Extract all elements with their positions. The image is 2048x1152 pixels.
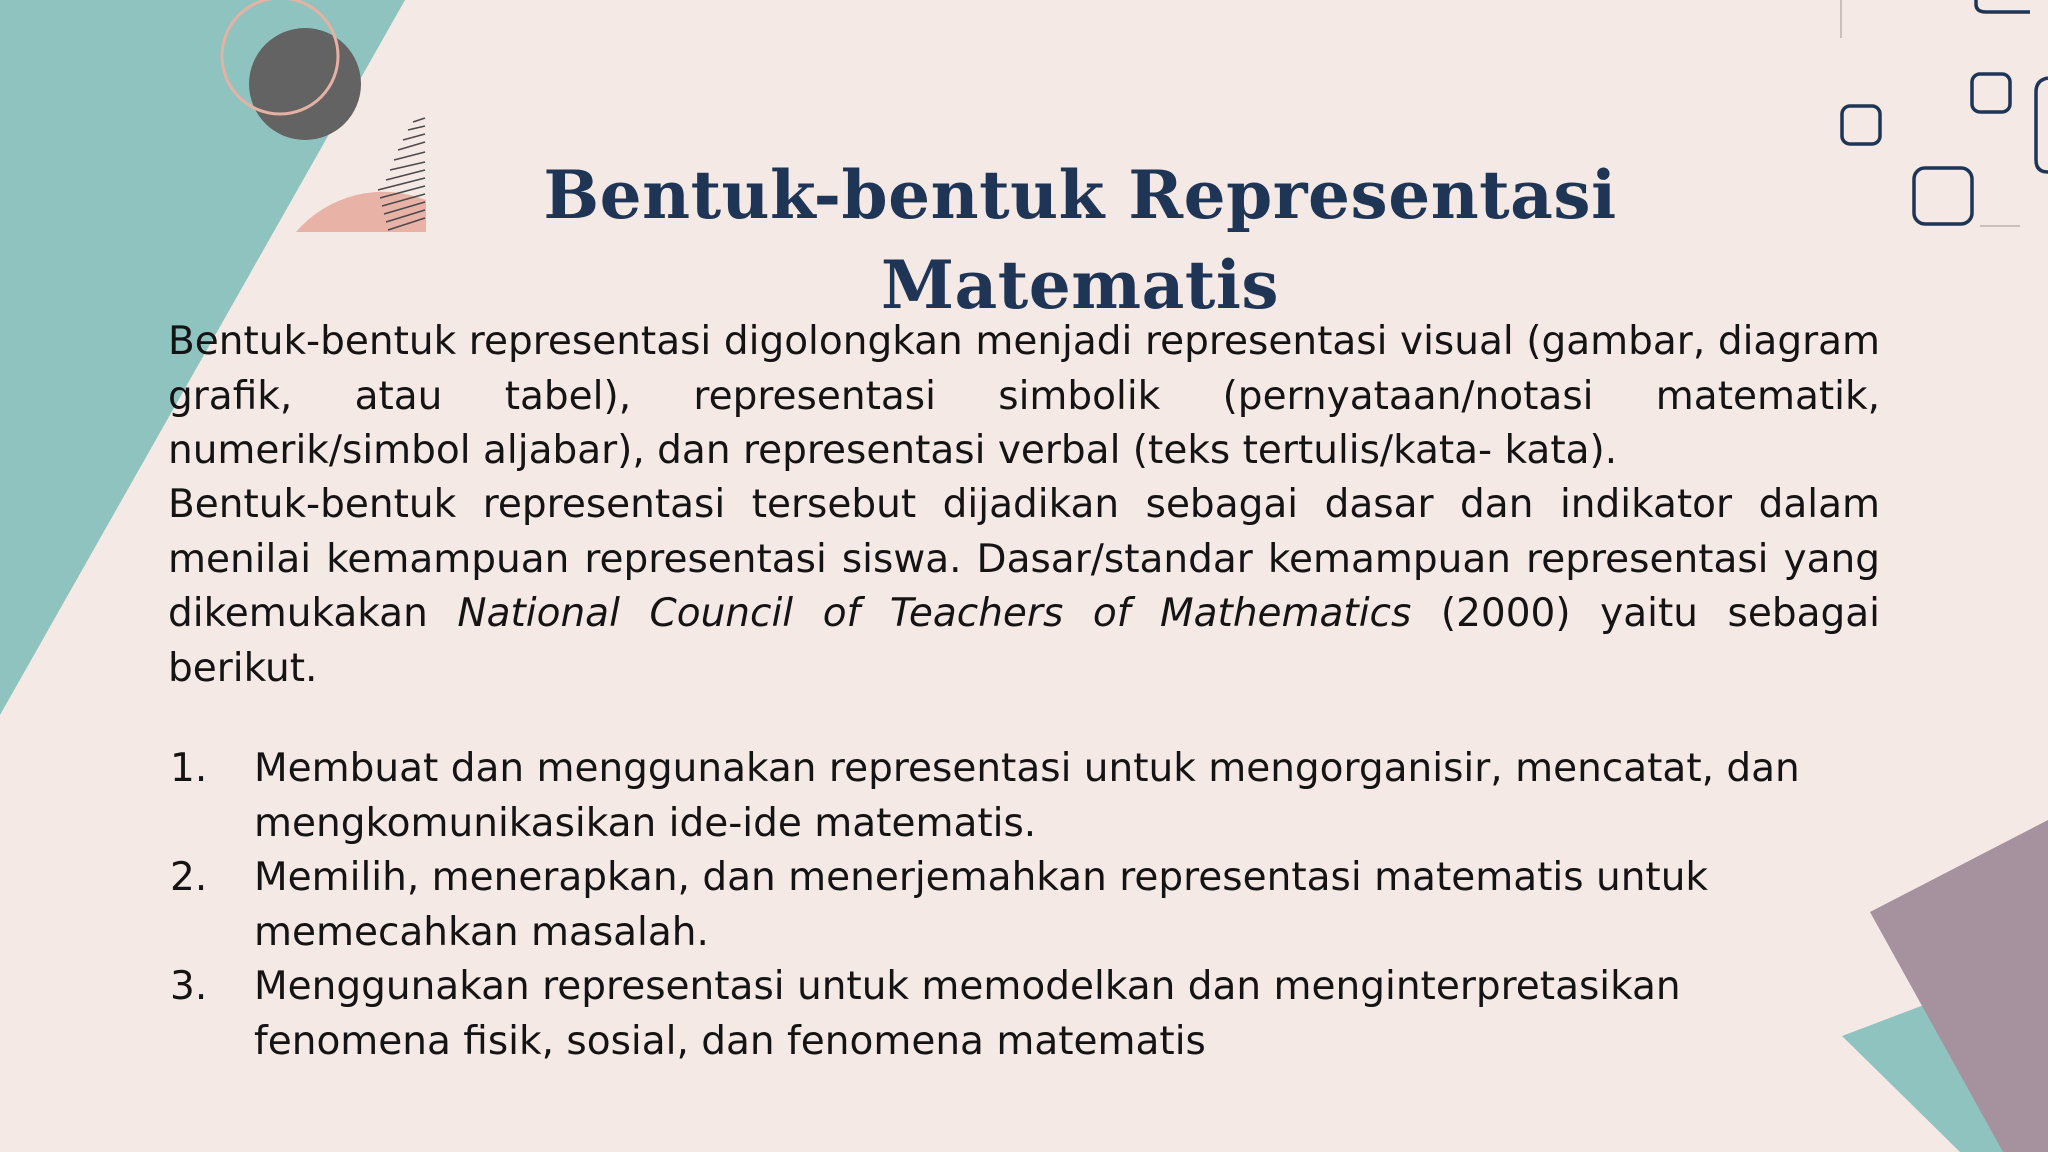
rounded-square-small-2 <box>1972 74 2010 112</box>
list-item-text: Memilih, menerapkan, dan menerjemahkan representasi matematis untuk memecahkan masalah. <box>254 855 1709 955</box>
rounded-square-large <box>1914 168 1972 224</box>
list-item-text: Membuat dan menggunakan representasi untuk mengorganisir, mencatat, dan mengkomunikasikan ide-ide matematis. <box>254 746 1800 846</box>
list-number: 2. <box>170 855 208 900</box>
partial-square-top <box>1976 0 2030 12</box>
list-item <box>168 960 1828 1069</box>
list-number: 3. <box>170 964 208 1009</box>
rounded-square-small <box>1842 106 1880 144</box>
list-number: 1. <box>170 746 208 791</box>
list-item <box>168 742 1828 851</box>
dark-circle <box>249 28 361 140</box>
list-item <box>168 851 1828 960</box>
paragraph-text-after: (2000) yaitu sebagai berikut. <box>168 591 1881 691</box>
nctm-italic-text: National Council of Teachers of Mathematics <box>457 591 1412 636</box>
paragraph-text-before: Bentuk-bentuk representasi tersebut dijadikan sebagai dasar dan indikator dalam menilai kemampuan representasi siswa. Dasar/standar kemampuan representasi yang dikemukakan <box>168 482 1880 636</box>
paragraph-representation-forms: Bentuk-bentuk representasi digolongkan menjadi representasi visual (gambar, diagram grafik, atau tabel), representasi simbolik (pernyataan/notasi matematik, numerik/simbol aljabar), dan representasi verbal (teks tertulis/kata- kata). <box>168 319 1880 473</box>
list-item-text: Menggunakan representasi untuk memodelkan dan menginterpretasikan fenomena fisik, sosial, dan fenomena matematis <box>254 964 1681 1064</box>
slide-title: Bentuk-bentuk Representasi Matematis <box>543 156 1617 324</box>
standards-list <box>168 742 1828 1069</box>
paragraph-nctm-standard <box>168 478 1880 696</box>
partial-square-right <box>2036 78 2048 172</box>
